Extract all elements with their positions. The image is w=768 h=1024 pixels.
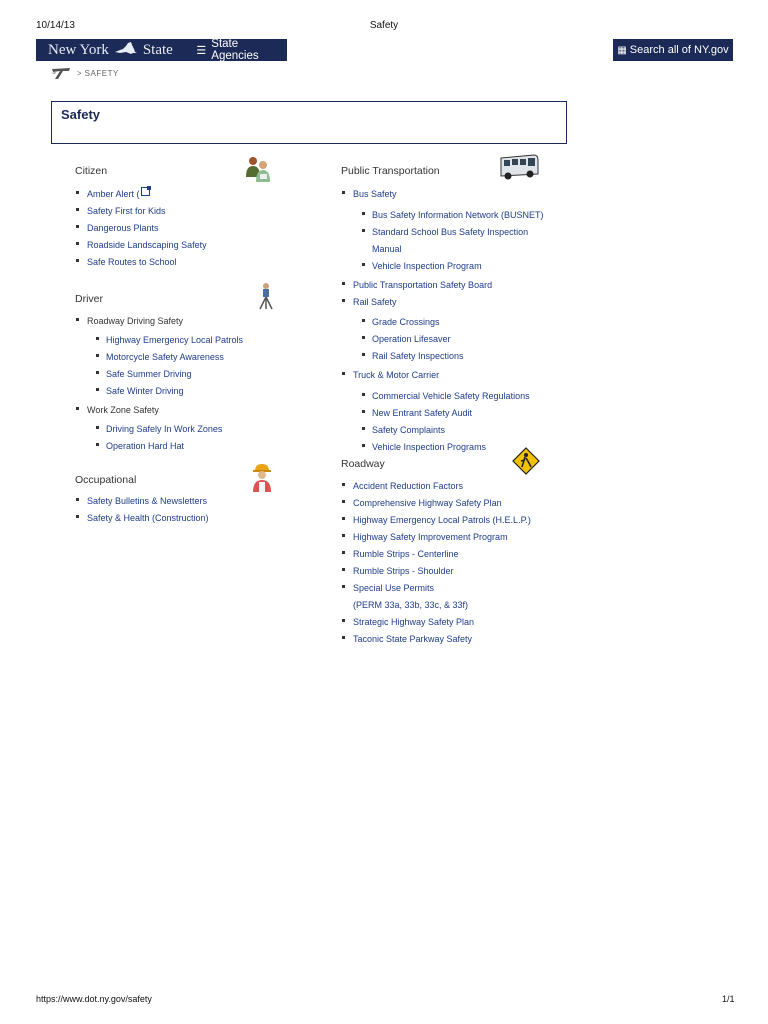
print-page-number: 1/1: [722, 994, 735, 1004]
list-item: [87, 382, 243, 399]
safe-winter-driving-link[interactable]: Safe Winter Driving: [106, 386, 184, 396]
list-item: [340, 366, 544, 455]
list-item: [353, 257, 544, 274]
nysdot-home-logo-icon[interactable]: [50, 66, 72, 80]
roadway-heading: Roadway: [341, 458, 385, 470]
safe-summer-driving-link[interactable]: Safe Summer Driving: [106, 369, 192, 379]
state-agencies-label: State Agencies: [211, 38, 259, 62]
bus-icon: [498, 152, 540, 182]
breadcrumb: [50, 66, 119, 80]
comprehensive-highway-plan-link[interactable]: Comprehensive Highway Safety Plan: [353, 498, 502, 508]
list-item: [353, 421, 544, 438]
vehicle-inspection-program-link[interactable]: Vehicle Inspection Program: [372, 261, 482, 271]
page-title-box: [51, 101, 567, 144]
rumble-strips-shoulder-link[interactable]: Rumble Strips - Shoulder: [353, 566, 454, 576]
list-item: [340, 613, 531, 630]
driving-work-zones-link[interactable]: Driving Safely In Work Zones: [106, 424, 223, 434]
list-item: [340, 511, 531, 528]
list-item: [74, 509, 209, 526]
public-transportation-heading: Public Transportation: [341, 165, 440, 177]
brand-left: New York: [48, 41, 109, 58]
work-zone-sublist: [87, 420, 243, 454]
truck-motor-carrier-link[interactable]: Truck & Motor Carrier: [353, 370, 440, 380]
commercial-vehicle-regulations-link[interactable]: Commercial Vehicle Safety Regulations: [372, 391, 530, 401]
safety-complaints-link[interactable]: Safety Complaints: [372, 425, 446, 435]
grid-icon: ▦: [617, 44, 627, 56]
breadcrumb-current: SAFETY: [84, 68, 119, 78]
list-item: [74, 236, 207, 253]
list-item: [340, 562, 531, 579]
breadcrumb-separator: >: [77, 68, 82, 78]
list-item: [353, 313, 544, 330]
list-item: [87, 437, 243, 454]
amber-alert-link[interactable]: Amber Alert (: [87, 189, 150, 199]
list-item: [87, 420, 243, 437]
highway-safety-improvement-link[interactable]: Highway Safety Improvement Program: [353, 532, 508, 542]
list-item: [74, 312, 243, 399]
operation-lifesaver-link[interactable]: Operation Lifesaver: [372, 334, 451, 344]
list-item: [87, 348, 243, 365]
help-link[interactable]: Highway Emergency Local Patrols (H.E.L.P.): [353, 515, 531, 525]
rail-safety-inspections-link[interactable]: Rail Safety Inspections: [372, 351, 464, 361]
road-work-sign-icon: [512, 447, 540, 475]
safety-health-construction-link[interactable]: Safety & Health (Construction): [87, 513, 209, 523]
list-item: [74, 202, 207, 219]
roadway-driving-safety-link[interactable]: Roadway Driving Safety: [87, 316, 184, 326]
accident-reduction-link[interactable]: Accident Reduction Factors: [353, 481, 464, 491]
people-icon: [243, 155, 273, 183]
print-date: 10/14/13: [36, 20, 75, 31]
list-item: [87, 365, 243, 382]
occupational-heading: Occupational: [75, 474, 137, 486]
safety-bulletins-link[interactable]: Safety Bulletins & Newsletters: [87, 496, 208, 506]
occupational-list: [74, 492, 209, 526]
truck-motor-carrier-sublist: [353, 387, 544, 455]
school-bus-inspection-manual-link[interactable]: Standard School Bus Safety Inspection Manual: [372, 227, 529, 254]
nys-global-nav: [36, 39, 287, 61]
taconic-parkway-safety-link[interactable]: Taconic State Parkway Safety: [353, 634, 473, 644]
rail-safety-sublist: [353, 313, 544, 364]
new-york-state-shape-icon: [114, 41, 138, 60]
list-item: [74, 185, 207, 202]
rumble-strips-centerline-link[interactable]: Rumble Strips - Centerline: [353, 549, 459, 559]
list-item: [353, 347, 544, 364]
dangerous-plants-link[interactable]: Dangerous Plants: [87, 223, 159, 233]
list-item: [340, 293, 544, 364]
list-item: [74, 401, 243, 454]
driver-heading: Driver: [75, 293, 103, 305]
list-item: [353, 223, 544, 257]
motorcycle-safety-link[interactable]: Motorcycle Safety Awareness: [106, 352, 224, 362]
list-item: [340, 630, 531, 647]
public-transportation-list: [340, 185, 544, 457]
vehicle-inspection-programs-link[interactable]: Vehicle Inspection Programs: [372, 442, 487, 452]
citizen-list: [74, 185, 207, 270]
print-url: https://www.dot.ny.gov/safety: [36, 994, 152, 1004]
list-item: [340, 276, 544, 293]
transportation-safety-board-link[interactable]: Public Transportation Safety Board: [353, 280, 493, 290]
help-patrols-link[interactable]: Highway Emergency Local Patrols: [106, 335, 244, 345]
list-item: [74, 253, 207, 270]
list-item: [340, 528, 531, 545]
search-nygov-label: Search all of NY.gov: [629, 44, 729, 56]
list-item: [340, 185, 544, 274]
special-use-permits-link[interactable]: Special Use Permits (PERM 33a, 33b, 33c, & 33f): [353, 583, 469, 610]
grade-crossings-link[interactable]: Grade Crossings: [372, 317, 440, 327]
roadway-list: [340, 477, 531, 647]
citizen-heading: Citizen: [75, 165, 108, 177]
search-nygov-button[interactable]: [613, 39, 733, 61]
safety-first-kids-link[interactable]: Safety First for Kids: [87, 206, 166, 216]
nys-logo[interactable]: [36, 41, 186, 60]
brand-right: State: [142, 41, 173, 58]
list-item: [74, 219, 207, 236]
list-icon: ☰: [196, 44, 207, 57]
bus-safety-link[interactable]: Bus Safety: [353, 189, 397, 199]
busnet-link[interactable]: Bus Safety Information Network (BUSNET): [372, 210, 544, 220]
bus-safety-sublist: [353, 206, 544, 274]
list-item: [353, 206, 544, 223]
list-item: [340, 579, 531, 613]
print-title: Safety: [369, 20, 399, 31]
list-item: [74, 492, 209, 509]
rail-safety-link[interactable]: Rail Safety: [353, 297, 397, 307]
state-agencies-button[interactable]: [186, 39, 287, 61]
roadway-driving-sublist: [87, 331, 243, 399]
list-item: [353, 404, 544, 421]
safe-routes-school-link[interactable]: Safe Routes to School: [87, 257, 177, 267]
list-item: [340, 494, 531, 511]
page-title: Safety: [61, 107, 101, 122]
surveyor-icon: [257, 282, 275, 310]
roadside-landscaping-link[interactable]: Roadside Landscaping Safety: [87, 240, 207, 250]
worker-icon: [250, 462, 274, 492]
list-item: [87, 331, 243, 348]
strategic-highway-plan-link[interactable]: Strategic Highway Safety Plan: [353, 617, 475, 627]
list-item: [340, 545, 531, 562]
driver-list: [74, 312, 243, 456]
operation-hard-hat-link[interactable]: Operation Hard Hat: [106, 441, 185, 451]
list-item: [340, 477, 531, 494]
list-item: [353, 387, 544, 404]
work-zone-safety-link[interactable]: Work Zone Safety: [87, 405, 159, 415]
new-entrant-audit-link[interactable]: New Entrant Safety Audit: [372, 408, 473, 418]
external-link-icon: [141, 187, 150, 196]
list-item: [353, 330, 544, 347]
